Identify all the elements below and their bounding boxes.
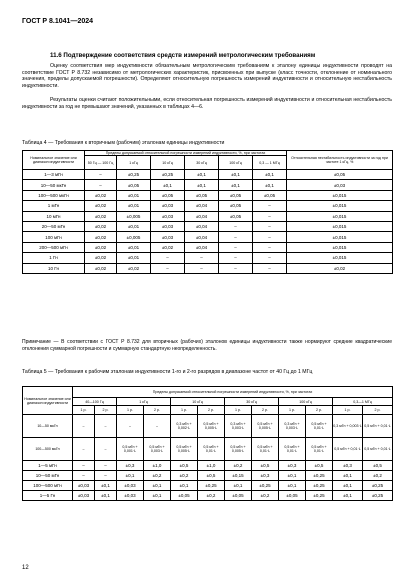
table-cell: ±1,0 (198, 461, 225, 471)
row-label: 100—500 мкГн (23, 438, 73, 461)
table-row (23, 221, 393, 231)
table-cell: ±0,1 (95, 481, 117, 491)
table-cell: – (253, 232, 287, 242)
table-row (23, 415, 393, 438)
table4-head-nominal: Номинальное значение или диапазон индуктивности (23, 151, 85, 170)
table-cell: ±0,5 (198, 471, 225, 481)
table-cell: ±0,3 (117, 461, 144, 471)
table-cell: ±0,05 (117, 180, 151, 190)
table-cell: ±0,03 (287, 180, 393, 190)
table-cell: ±0,2 (171, 471, 198, 481)
table-cell: 0,5 мГн + 0,01·L (333, 438, 363, 461)
table5-grade-header: 2 р. (363, 406, 393, 415)
table-cell: – (219, 221, 253, 231)
table-cell: ±0,05 (279, 491, 306, 501)
table-row (23, 242, 393, 252)
table5-freq-header: 40—100 Гц (73, 398, 117, 406)
table-row (23, 190, 393, 200)
table-cell: ±0,005 (117, 211, 151, 221)
table4-head-group: Пределы допускаемой относительной погрешности измерений индуктивности, %, при частотах (85, 151, 287, 156)
row-label: 100 мГн (23, 232, 85, 242)
table5-freq-header: 0,3—1 МГц (333, 398, 393, 406)
table5-grade-header: 2 р. (198, 406, 225, 415)
table-cell: ±0,1 (225, 481, 252, 491)
table-cell: – (85, 180, 117, 190)
table5-grade-header: 2 р. (144, 406, 171, 415)
table-cell: ±0,2 (198, 491, 225, 501)
table-cell: – (73, 461, 95, 471)
table-cell: ±0,01 (117, 253, 151, 263)
table-cell: 0,5 мГн + 0,005·L (225, 438, 252, 461)
table-row (23, 201, 393, 211)
table-cell: ±0,03 (73, 491, 95, 501)
table5-grade-header: 2 р. (95, 406, 117, 415)
table-cell: 0,3 мГн + 0,002·L (171, 415, 198, 438)
table-cell: 0,5 мГн + 0,005·L (252, 415, 279, 438)
table-row (23, 461, 393, 471)
table-cell: ±0,1 (117, 471, 144, 481)
table-cell: – (219, 253, 253, 263)
row-label: 1—5 Гн (23, 491, 73, 501)
table4 (22, 150, 393, 274)
table-cell: ±0,02 (85, 201, 117, 211)
table-cell: – (185, 253, 219, 263)
table5-freq-header: 100 кГц (279, 398, 333, 406)
table4-freq-header: 30 кГц (185, 156, 219, 170)
table-cell: ±0,015 (287, 190, 393, 200)
row-label: 1 Гн (23, 253, 85, 263)
table-row (23, 438, 393, 461)
table-cell: ±1,0 (144, 461, 171, 471)
table-cell: 0,5 мГн + 0,01·L (198, 438, 225, 461)
table-cell: ±0,015 (287, 253, 393, 263)
table-cell: 0,5 мГн + 0,001·L (117, 438, 144, 461)
table-cell: ±0,03 (117, 491, 144, 501)
table-cell: ±0,015 (287, 232, 393, 242)
table-cell: ±0,1 (185, 180, 219, 190)
table-row (23, 491, 393, 501)
table4-freq-header: 1 кГц (117, 156, 151, 170)
table-cell: – (73, 415, 95, 438)
table-cell: ±0,02 (85, 190, 117, 200)
table-cell: ±0,03 (73, 481, 95, 491)
table-cell: – (151, 253, 185, 263)
table4-head-instability: Относительная нестабильность индуктивности за год при частоте 1 кГц, % (287, 151, 393, 170)
table-cell: – (95, 415, 117, 438)
table-cell: ±0,04 (185, 201, 219, 211)
row-label: 10—50 мкГн (23, 180, 85, 190)
table-cell: – (253, 263, 287, 273)
table-cell: ±0,25 (117, 170, 151, 180)
table5-grade-header: 2 р. (306, 406, 333, 415)
table-cell: ±0,3 (279, 461, 306, 471)
table5-grade-header: 1 р. (73, 406, 95, 415)
row-label: 20—50 мГн (23, 221, 85, 231)
row-label: 10—50 мГн (23, 471, 73, 481)
table-cell: ±0,03 (151, 211, 185, 221)
row-label: 1 мГн (23, 201, 85, 211)
table-cell: ±0,015 (287, 211, 393, 221)
table-cell: – (95, 471, 117, 481)
table-cell: ±0,02 (117, 263, 151, 273)
table-cell: ±0,1 (185, 170, 219, 180)
table-cell: ±0,1 (219, 170, 253, 180)
table-cell: ±0,02 (85, 232, 117, 242)
table-cell: – (253, 242, 287, 252)
row-label: 10 мГн (23, 211, 85, 221)
table-cell: ±0,25 (252, 481, 279, 491)
table-cell: – (95, 461, 117, 471)
table-cell: ±0,1 (151, 180, 185, 190)
row-label: 100—500 мГн (23, 481, 73, 491)
table-cell: 0,5 мГн + 0,01·L (306, 415, 333, 438)
table-cell: 0,3 мГн + 0,003·L (225, 415, 252, 438)
table-cell: – (185, 263, 219, 273)
table-cell: – (117, 415, 144, 438)
table-cell: 0,3 мГн + 0,003·L (333, 415, 363, 438)
table-cell: ±0,3 (252, 471, 279, 481)
table-cell: – (253, 221, 287, 231)
table-cell: – (219, 242, 253, 252)
row-label: 10 Гн (23, 263, 85, 273)
row-label: 200—500 мГн (23, 242, 85, 252)
table-cell: ±0,2 (225, 461, 252, 471)
table-cell: ±0,02 (151, 242, 185, 252)
table-row (23, 263, 393, 273)
table-row (23, 471, 393, 481)
table-cell: 0,5 мГн + 0,005·L (171, 438, 198, 461)
table-cell: ±0,05 (219, 190, 253, 200)
table-row (23, 253, 393, 263)
paragraph-text: Результаты оценки считают положительными, если относительная погрешность измерений индуктивности и относительная нестабильность индуктивности за год не превышают значений, указанных в таблицах 4—6. (22, 97, 392, 110)
table-cell: ±0,05 (151, 190, 185, 200)
table-cell: ±0,04 (185, 232, 219, 242)
table-cell: ±0,1 (219, 180, 253, 190)
table5-freq-header: 1 кГц (117, 398, 171, 406)
table-cell: 0,5 мГн + 0,01·L (363, 438, 393, 461)
table-cell: ±0,05 (253, 190, 287, 200)
table-cell: – (85, 170, 117, 180)
table-cell: ±0,5 (171, 461, 198, 471)
table-cell: ±0,25 (363, 491, 393, 501)
table5-grade-header: 1 р. (171, 406, 198, 415)
paragraph-text: Оценку соответствия мер индуктивности обязательным метрологическим требованиям к эталону единицы индуктивности проводят на соответствие ГОСТ Р 8.732 независимо от метрологических характеристик, присвоенных при выпуске (класс точности, отклонение от номинального значения, пределы допускаемой погрешности). Определяют относительную погрешность измерений индуктивности и относительную нестабильность индуктивности. (22, 63, 392, 90)
table-cell: ±0,02 (85, 253, 117, 263)
table-cell: 0,5 мГн + 0,01·L (363, 415, 393, 438)
table-cell: ±0,25 (306, 471, 333, 481)
table-cell: ±0,04 (185, 211, 219, 221)
table-cell: 0,5 мГн + 0,005·L (198, 415, 225, 438)
row-label: 100—500 мкГн (23, 190, 85, 200)
row-label: 1—3 мГн (23, 170, 85, 180)
table5-grade-header: 1 р. (333, 406, 363, 415)
table-cell: ±0,5 (363, 461, 393, 471)
table-cell: ±0,04 (185, 221, 219, 231)
table-cell: – (73, 438, 95, 461)
table5-caption: Таблица 5 — Требования к рабочим эталонам индуктивности 1-го и 2-го разрядов в диапазоне частот от 40 Гц до 1 МГц (22, 369, 313, 375)
table-cell: – (144, 415, 171, 438)
table5-grade-header: 1 р. (117, 406, 144, 415)
table-cell: 0,5 мГн + 0,003·L (144, 438, 171, 461)
table-cell: ±0,03 (151, 232, 185, 242)
table-cell: ±0,25 (198, 481, 225, 491)
table-cell: ±0,1 (333, 481, 363, 491)
table-cell: ±0,5 (252, 461, 279, 471)
table-cell: ±0,25 (306, 491, 333, 501)
table-cell: 0,3 мГн + 0,003·L (279, 415, 306, 438)
table-cell: 0,5 мГн + 0,01·L (279, 438, 306, 461)
table-cell: ±0,03 (117, 481, 144, 491)
section-paragraph-1 (22, 63, 392, 90)
table-cell: – (73, 471, 95, 481)
table5-freq-header: 10 кГц (171, 398, 225, 406)
table-cell: ±0,04 (185, 242, 219, 252)
table4-freq-header: 0,3 — 1 МГц (253, 156, 287, 170)
table-cell: ±0,05 (219, 201, 253, 211)
table-cell: ±0,1 (144, 491, 171, 501)
table5-grade-header: 1 р. (225, 406, 252, 415)
table-cell: ±0,1 (253, 170, 287, 180)
table-row (23, 211, 393, 221)
table-cell: – (219, 263, 253, 273)
table-cell: ±0,25 (306, 481, 333, 491)
table-cell: ±0,015 (287, 221, 393, 231)
table-cell: ±0,05 (171, 491, 198, 501)
table-cell: ±0,03 (151, 201, 185, 211)
table-row (23, 481, 393, 491)
table-cell: ±0,1 (253, 180, 287, 190)
document-header: ГОСТ Р 8.1041—2024 (22, 18, 94, 25)
table-cell: – (253, 201, 287, 211)
table4-freq-header: 50 Гц — 100 Гц (85, 156, 117, 170)
table5-freq-header: 30 кГц (225, 398, 279, 406)
table-cell: 0,5 мГн + 0,01·L (306, 438, 333, 461)
table-cell: ±0,05 (225, 491, 252, 501)
table-cell: ±0,015 (287, 242, 393, 252)
table-cell: ±0,02 (287, 263, 393, 273)
table-cell: ±0,005 (117, 232, 151, 242)
table-row (23, 232, 393, 242)
table-cell: ±0,015 (287, 201, 393, 211)
table4-note: Примечание — В соответствии с ГОСТ Р 8.732 для вторичных (рабочих) эталонов единицы индуктивности также нормируют средние квадратические отклонения суммарной погрешности и суммарную стандартную неопределенность. (22, 339, 392, 352)
table-cell: ±0,1 (95, 491, 117, 501)
table-cell: ±0,05 (219, 211, 253, 221)
table-cell: ±0,01 (117, 242, 151, 252)
table-cell: ±0,25 (151, 170, 185, 180)
table-cell: ±0,1 (171, 481, 198, 491)
row-label: 1—5 мГн (23, 461, 73, 471)
table-cell: ±0,01 (117, 221, 151, 231)
table-cell: ±0,3 (333, 461, 363, 471)
table4-freq-header: 10 кГц (151, 156, 185, 170)
table-cell: ±0,03 (151, 221, 185, 231)
row-label: 10—50 мкГн (23, 415, 73, 438)
table-cell: ±0,15 (225, 471, 252, 481)
table4-caption: Таблица 4 — Требования к вторичным (рабочим) эталонам единицы индуктивности (22, 140, 225, 146)
table-cell: – (151, 263, 185, 273)
table-cell: – (95, 438, 117, 461)
page-number: 12 (22, 565, 29, 571)
table-cell: ±0,1 (333, 471, 363, 481)
table-cell: ±0,2 (252, 491, 279, 501)
table-cell: ±0,02 (85, 211, 117, 221)
table-cell: ±0,25 (363, 481, 393, 491)
section-paragraph-2 (22, 97, 392, 110)
table-cell: ±0,02 (85, 242, 117, 252)
table-cell: – (253, 211, 287, 221)
table5-head-nominal: Номинальное значение или диапазон индуктивности (23, 387, 73, 415)
table-cell: ±0,1 (279, 481, 306, 491)
table-cell: – (219, 232, 253, 242)
table-cell: ±0,05 (185, 190, 219, 200)
table-cell: ±0,2 (363, 471, 393, 481)
table-cell: ±0,02 (85, 221, 117, 231)
table-row (23, 180, 393, 190)
table-cell: 0,5 мГн + 0,01·L (252, 438, 279, 461)
table5-grade-header: 2 р. (252, 406, 279, 415)
table-cell: – (253, 253, 287, 263)
table-row (23, 170, 393, 180)
table-cell: ±0,1 (333, 491, 363, 501)
table5-grade-header: 1 р. (279, 406, 306, 415)
table4-freq-header: 100 кГц (219, 156, 253, 170)
table-cell: ±0,01 (117, 201, 151, 211)
table-cell: ±0,01 (117, 190, 151, 200)
table-cell: ±0,2 (144, 471, 171, 481)
table-cell: ±0,5 (306, 461, 333, 471)
table-cell: ±0,1 (144, 481, 171, 491)
table5-head-group: Пределы допускаемой относительной погрешности измерений индуктивности, %, при частотах (73, 387, 393, 398)
table-cell: ±0,05 (287, 170, 393, 180)
table-cell: ±0,02 (85, 263, 117, 273)
table-cell: ±0,1 (279, 471, 306, 481)
section-title: 11.6 Подтверждение соответствия средств измерений метрологическим требованиям (50, 52, 316, 59)
table5 (22, 386, 393, 501)
